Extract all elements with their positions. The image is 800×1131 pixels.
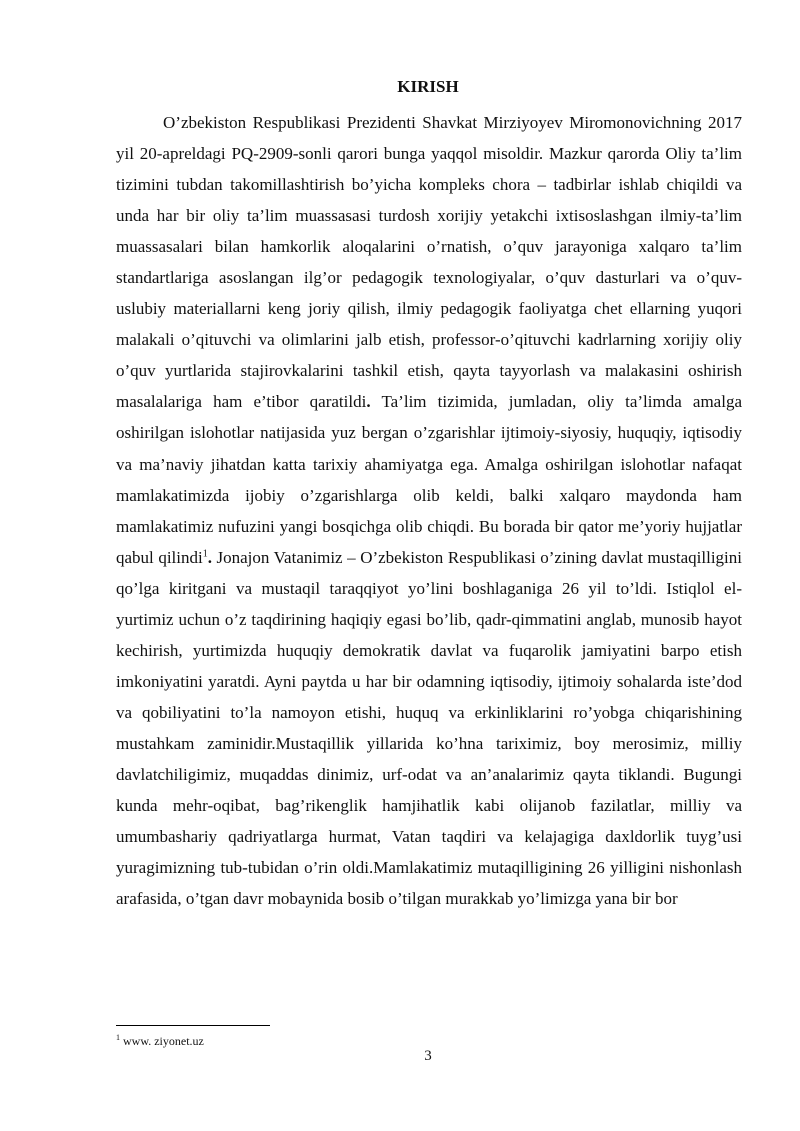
paragraph-bold-period-1: .: [366, 392, 371, 412]
body-paragraph: [116, 107, 742, 914]
paragraph-text-part-1: O’zbekiston Respublikasi Prezidenti Shavkat Mirziyoyev Miromonovichning 2017 yil 20-apreldagi PQ-2909-sonli qarori bunga yaqqol misoldir. Mazkur qarorda Oliy ta’lim tizimini tubdan takomillashtirish bo’yicha kompleks chora – tadbirlar ishlab chiqildi va unda har bir oliy ta’lim muassasasi turdosh xorijiy yetakchi ixtisoslashgan ilmiy-ta’lim muassasalari bilan hamkorlik aloqalarini o’rnatish, o’quv jarayoniga xalqaro ta’lim standartlariga asoslangan ilg’or pedagogik texnologiyalar, o’quv dasturlari va o’quv-uslubiy materiallarni keng joriy qilish, ilmiy pedagogik faoliyatga chet ellarning yuqori malakali o’qituvchi va olimlarini jalb etish, professor-o’qituvchi kadrlarning xorijiy oliy o’quv yurtlarida stajirovkalarini tashkil etish, qayta tayyorlash va malakasini oshirish masalalariga ham e’tibor qaratildi: [116, 113, 742, 412]
paragraph-text-part-2: Ta’lim tizimida, jumladan, oliy ta’limda amalga oshirilgan islohotlar natijasida yuz bergan o’zgarishlar ijtimoiy-siyosiy, huquqiy, iqtisodiy va ma’naviy jihatdan katta tarixiy ahamiyatga ega. Amalga oshirilgan islohotlar nafaqat mamlakatimizda ijobiy o’zgarishlarga olib keldi, balki xalqaro maydonda ham mamlakatimiz nufuzini yangi bosqichga olib chiqdi. Bu borada bir qator me’yoriy hujjatlar qabul qilindi: [116, 392, 742, 567]
paragraph-text-part-3: Jonajon Vatanimiz – O’zbekiston Respublikasi o’zining davlat mustaqilligini qo’lga kiritgani va mustaqil taraqqiyot yo’lini boshlaganiga 26 yil to’ldi. Istiqlol el-yurtimiz uchun o’z taqdirining haqiqiy egasi bo’lib, qadr-qimmatini anglab, munosib hayot kechirish, yurtimizda huquqiy demokratik davlat va fuqarolik jamiyatini barpo etish imkoniyatini yaratdi. Ayni paytda u har bir odamning iqtisodiy, ijtimoiy sohalarda iste’dod va qobiliyatini to’la namoyon etishi, huquq va erkinliklarini ro’yobga chiqarishining mustahkam zaminidir.Mustaqillik yillarida ko’hna tariximiz, boy merosimiz, milliy davlatchiligimiz, muqaddas dinimiz, urf-odat va an’analarimiz qayta tiklandi. Bugungi kunda mehr-oqibat, bag’rikenglik hamjihatlik kabi olijanob fazilatlar, milliy va umumbashariy qadriyatlarga hurmat, Vatan taqdiri va kelajagiga daxldorlik tuyg’usi yuragimizning tub-tubidan o’rin oldi.Mamlakatimiz mutaqilligining 26 yilligini nishonlash arafasida, o’tgan davr mobaynida bosib o’tilgan murakkab yo’limizga yana bir bor: [116, 547, 742, 909]
page-title: KIRISH: [397, 77, 459, 96]
footnote: [116, 1031, 204, 1048]
footnote-number: 1: [116, 1033, 120, 1042]
footnote-reference[interactable]: 1: [202, 548, 208, 559]
paragraph-bold-period-2: .: [207, 547, 212, 567]
footnote-separator: [116, 1025, 270, 1026]
page-number: 3: [424, 1048, 432, 1064]
footnote-text: www. ziyonet.uz: [120, 1034, 204, 1048]
